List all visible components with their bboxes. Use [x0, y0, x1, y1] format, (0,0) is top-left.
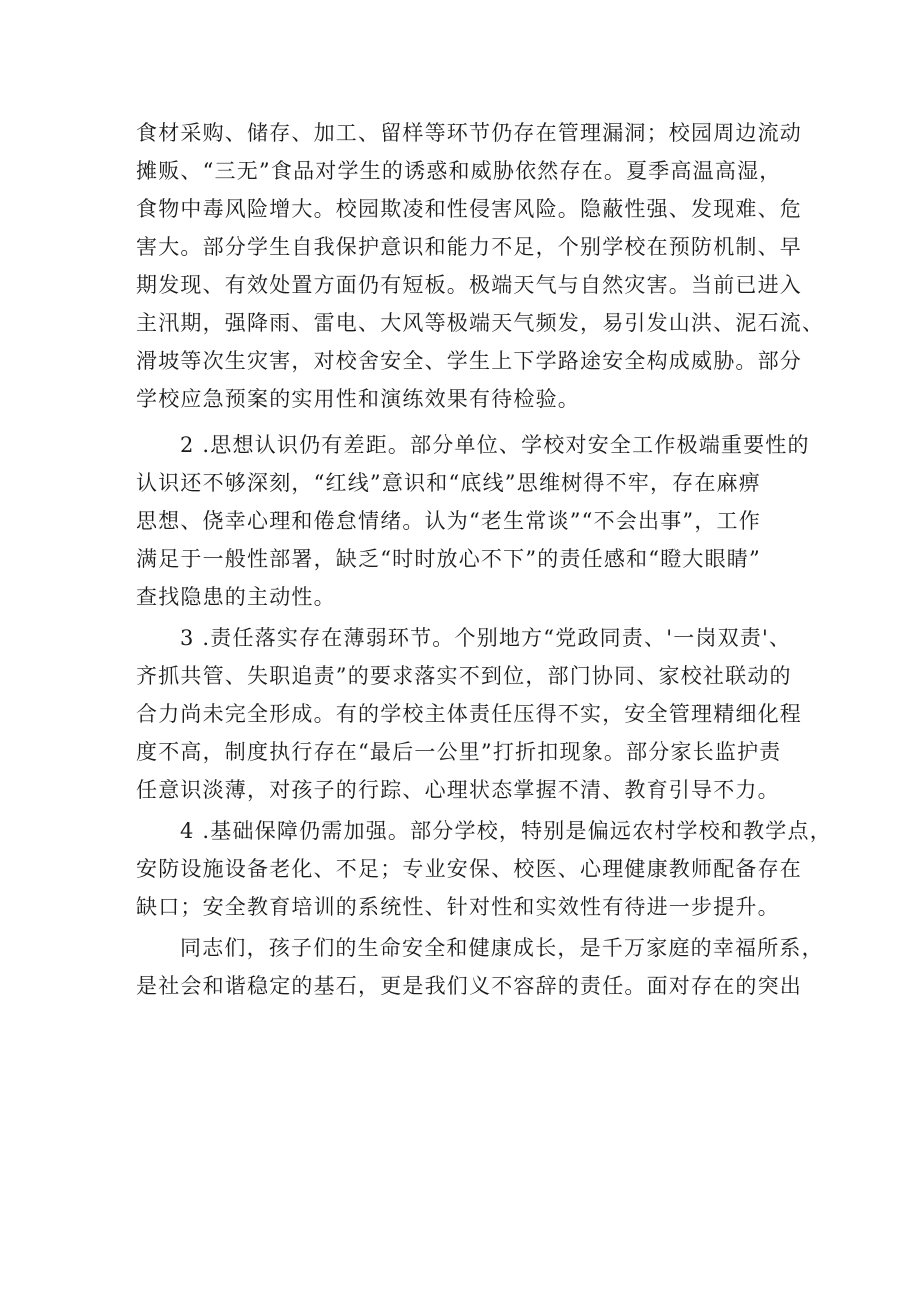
- text-line: 认识还不够深刻，“红线”意识和“底线”思维树得不牢，存在麻痹: [136, 471, 761, 495]
- text-line: 思想、侥幸心理和倦怠情绪。认为“老生常谈”“不会出事”，工作: [136, 509, 761, 533]
- paragraph-heading-4: 4 .基础保障仍需加强。部分学校，特别是偏远农村学校和教学点，: [180, 819, 832, 843]
- text-line: 任意识淡薄，对孩子的行踪、心理状态掌握不清、教育引导不力。: [136, 778, 780, 802]
- text-line: 学校应急预案的实用性和演练效果有待检验。: [136, 387, 580, 411]
- text-line: 安防设施设备老化、不足；专业安保、校医、心理健康教师配备存在: [136, 857, 802, 881]
- text-line: 食物中毒风险增大。校园欺凌和性侵害风险。隐蔽性强、发现难、危: [136, 197, 802, 221]
- text-line: 合力尚未完全形成。有的学校主体责任压得不实，安全管理精细化程: [136, 702, 802, 726]
- text-line: 摊贩、“三无”食品对学生的诱惑和威胁依然存在。夏季高温高湿，: [136, 159, 782, 183]
- text-line: 期发现、有效处置方面仍有短板。极端天气与自然灾害。当前已进入: [136, 273, 802, 297]
- text-line: 齐抓共管、失职追责”的要求落实不到位，部门协同、家校社联动的: [136, 664, 792, 688]
- text-line: 害大。部分学生自我保护意识和能力不足，个别学校在预防机制、早: [136, 235, 802, 259]
- text-line: 查找隐患的主动性。: [136, 585, 336, 609]
- text-line: 食材采购、储存、加工、留样等环节仍存在管理漏洞；校园周边流动: [136, 121, 802, 145]
- text-line: 主汛期，强降雨、雷电、大风等极端天气频发，易引发山洪、泥石流、: [136, 311, 825, 335]
- text-line: 度不高，制度执行存在“最后一公里”打折扣现象。部分家长监护责: [136, 740, 782, 764]
- text-line: 缺口；安全教育培训的系统性、针对性和实效性有待进一步提升。: [136, 895, 780, 919]
- paragraph-start: 同志们，孩子们的生命安全和健康成长，是千万家庭的幸福所系，: [180, 936, 824, 960]
- text-line: 是社会和谐稳定的基石，更是我们义不容辞的责任。面对存在的突出: [136, 974, 802, 998]
- paragraph-heading-2: 2 .思想认识仍有差距。部分单位、学校对安全工作极端重要性的: [180, 433, 810, 457]
- text-line: 滑坡等次生灾害，对校舍安全、学生上下学路途安全构成威胁。部分: [136, 349, 802, 373]
- text-line: 满足于一般性部署，缺乏“时时放心不下”的责任感和“瞪大眼睛”: [136, 547, 761, 571]
- paragraph-heading-3: 3 .责任落实存在薄弱环节。个别地方“党政同责、'一岗双责'、: [180, 626, 792, 650]
